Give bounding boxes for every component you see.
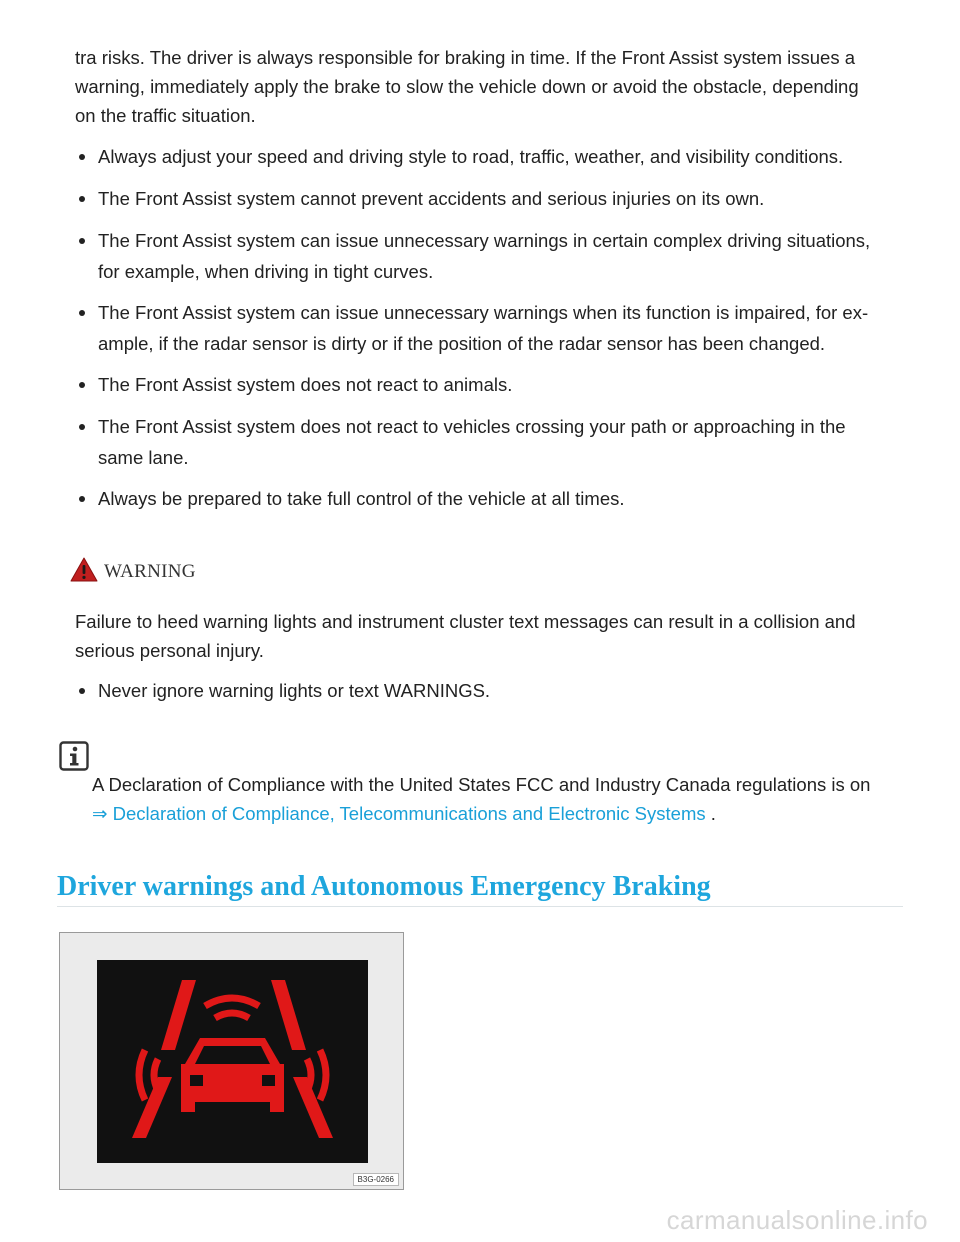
info-text: A Declaration of Compliance with the United States FCC and Industry Canada regulations is on [92,774,871,795]
bullet-item [98,369,898,400]
section-heading: Driver warnings and Autonomous Emergency Braking [57,871,711,902]
bullet-text: Always be prepared to take full control of the vehicle at all times. [98,488,625,509]
instrument-display [97,960,368,1163]
bullet-text: The Front Assist system does not react to vehicles crossing your path or approaching in the [98,416,846,437]
bullet-text: ample, if the radar sensor is dirty or if the position of the radar sensor has been changed. [98,333,826,354]
lane-line-right-upper [271,980,306,1050]
info-icon [59,741,89,771]
bullet-item [98,225,898,287]
warning-line-2: serious personal injury. [75,640,264,661]
info-suffix: . [705,803,716,824]
bullet-text: for example, when driving in tight curves. [98,261,434,282]
bullet-item [98,297,898,359]
radar-arc-top-inner [215,1013,249,1018]
bullet-item [98,183,898,214]
section-divider [57,906,903,907]
info-paragraph [92,770,902,828]
intro-line-3: on the traffic situation. [75,105,256,126]
intro-paragraph [75,43,895,130]
warning-triangle-icon [70,557,98,583]
bullet-text: The Front Assist system can issue unnecessary warnings in certain complex driving situations, [98,230,871,251]
bullet-text: The Front Assist system can issue unnecessary warnings when its function is impaired, for ex- [98,302,869,323]
figure-code-label: B3G-0266 [353,1173,399,1186]
radar-arc-top-outer [205,998,259,1006]
bullet-item [98,141,898,172]
figure-front-assist-warning [59,932,404,1190]
car-symbol [181,1038,284,1112]
radar-arc-left-outer [139,1050,145,1100]
warning-line-1: Failure to heed warning lights and instrument cluster text messages can result in a collision and [75,611,856,632]
watermark: carmanualsonline.info [666,1205,928,1235]
warning-title: WARNING [104,561,196,582]
radar-arc-left-inner [154,1059,158,1091]
bullet-text: Always adjust your speed and driving style to road, traffic, weather, and visibility conditions. [98,146,844,167]
radar-arc-right-inner [307,1059,311,1091]
intro-line-2: warning, immediately apply the brake to slow the vehicle down or avoid the obstacle, depending [75,76,859,97]
bullet-text: The Front Assist system does not react to animals. [98,374,513,395]
warning-paragraph [75,607,895,665]
front-assist-warning-icon [97,960,368,1163]
declaration-link[interactable]: ⇒ Declaration of Compliance, Telecommunications and Electronic Systems [92,803,706,824]
bullet-text: Never ignore warning lights or text WARNINGS. [98,680,491,701]
bullet-text: same lane. [98,447,189,468]
warning-bullet [98,675,898,706]
bullet-item [98,483,898,514]
bullet-text: The Front Assist system cannot prevent accidents and serious injuries on its own. [98,188,765,209]
intro-line-1: tra risks. The driver is always responsible for braking in time. If the Front Assist system issues a [75,47,856,68]
radar-arc-right-outer [320,1050,326,1100]
bullet-item [98,411,898,473]
lane-line-left-upper [161,980,196,1050]
